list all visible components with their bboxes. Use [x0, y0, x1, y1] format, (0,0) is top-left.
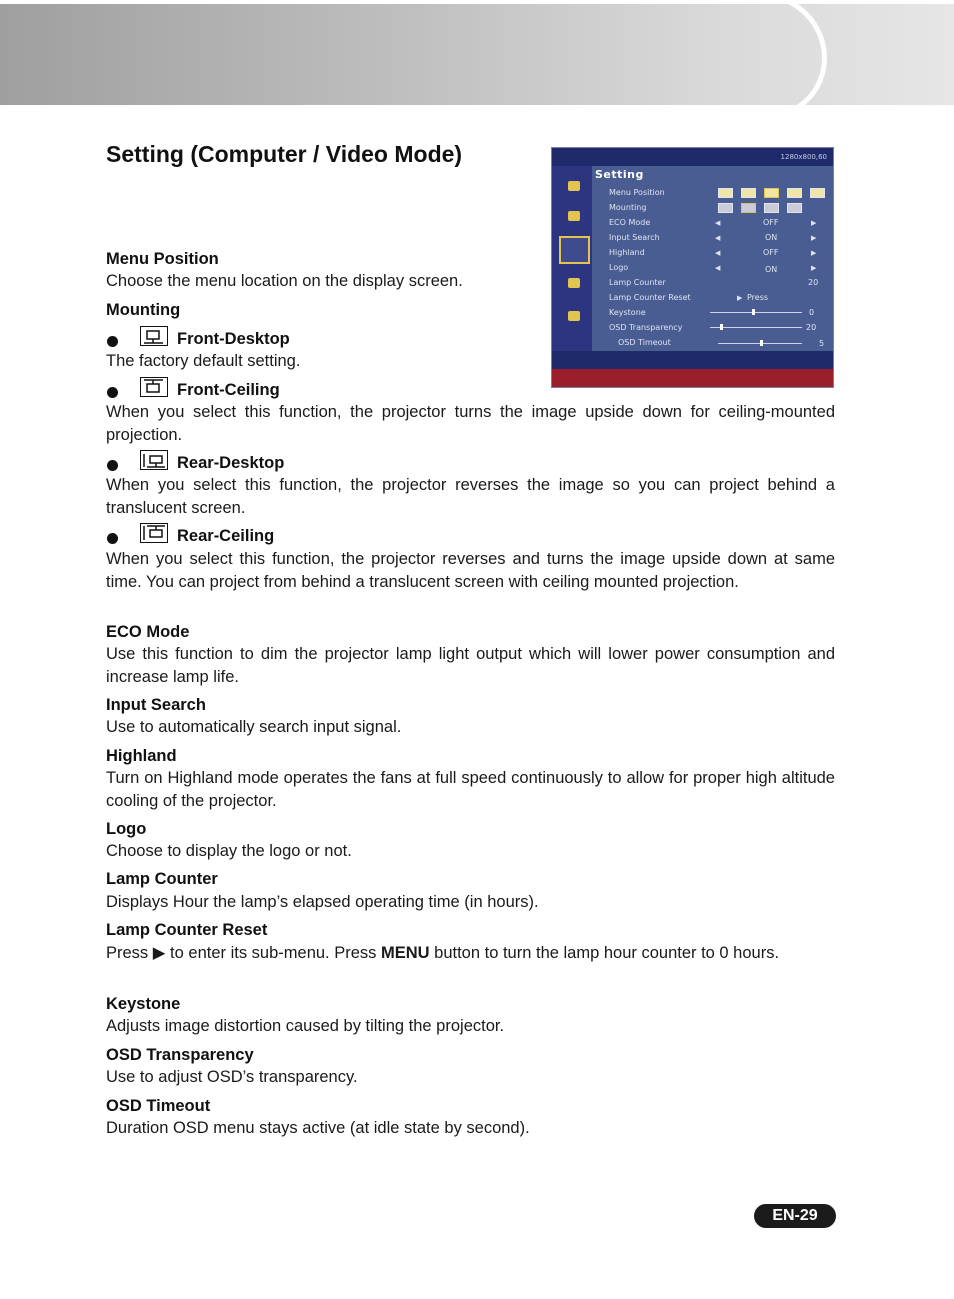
rear-ceiling-label: Rear-Ceiling	[177, 527, 275, 545]
osd-row-label: Highland	[609, 248, 645, 257]
left-arrow-icon: ◀	[715, 219, 721, 227]
lamp-counter-reset-text: Press ▶ to enter its sub-menu. Press MENU button to turn the lamp hour counter to 0 hours.	[106, 944, 780, 962]
logo-title: Logo	[106, 820, 147, 838]
menu-position-title: Menu Position	[106, 250, 219, 268]
menu-position-option	[787, 188, 802, 198]
bullet	[107, 336, 118, 347]
options-icon	[568, 311, 580, 321]
mounting-option	[741, 203, 756, 213]
mounting-option	[764, 203, 779, 213]
osd-timeout-title: OSD Timeout	[106, 1097, 211, 1115]
front-ceiling-label: Front-Ceiling	[177, 381, 280, 399]
right-arrow-icon: ▶	[811, 264, 817, 272]
rear-ceiling-icon	[140, 523, 168, 543]
keystone-slider	[710, 312, 802, 313]
lamp-counter-reset-title: Lamp Counter Reset	[106, 921, 268, 939]
osd-row-label: ECO Mode	[609, 218, 651, 227]
osd-row-label: Keystone	[609, 308, 646, 317]
bullet	[107, 387, 118, 398]
front-desktop-text: The factory default setting.	[106, 352, 301, 370]
rear-desktop-text: When you select this function, the projector reverses the image so you can project behind a translucent screen.	[106, 476, 835, 517]
highland-text: Turn on Highland mode operates the fans at full speed continuously to allow for proper high altitude cooling of the projector.	[106, 769, 835, 810]
left-arrow-icon: ◀	[715, 249, 721, 257]
audio-icon	[568, 278, 580, 288]
mounting-title: Mounting	[106, 301, 181, 319]
osd-row-value: OFF	[763, 218, 779, 227]
osd-row-label: Lamp Counter Reset	[609, 293, 691, 302]
osd-row-label: OSD Timeout	[618, 338, 671, 347]
menu-position-option	[741, 188, 756, 198]
lamp-counter-title: Lamp Counter	[106, 870, 218, 888]
osd-row-value: 5	[819, 339, 825, 348]
osd-timeout-text: Duration OSD menu stays active (at idle state by second).	[106, 1119, 530, 1137]
menu-position-option	[718, 188, 733, 198]
left-arrow-icon: ◀	[715, 234, 721, 242]
transparency-slider	[710, 327, 802, 328]
osd-row-label: Logo	[609, 263, 629, 272]
front-desktop-icon	[140, 326, 168, 346]
input-search-text: Use to automatically search input signal.	[106, 718, 402, 736]
menu-position-option	[764, 188, 779, 198]
front-ceiling-text: When you select this function, the projector turns the image upside down for ceiling-mounted projection.	[106, 403, 835, 444]
setting-icon-selected	[559, 236, 590, 264]
mounting-option	[718, 203, 733, 213]
osd-row-value: Press	[747, 293, 769, 302]
bullet	[107, 460, 118, 471]
osd-row-label: Mounting	[609, 203, 647, 212]
osd-heading: Setting	[595, 168, 644, 181]
menu-position-option	[810, 188, 825, 198]
menu-keyword: MENU	[380, 944, 430, 962]
right-arrow-icon: ▶	[811, 234, 817, 242]
osd-row-label: Menu Position	[609, 188, 665, 197]
eco-mode-title: ECO Mode	[106, 623, 190, 641]
right-arrow-icon: ▶	[737, 294, 743, 302]
osd-row-value: ON	[765, 233, 778, 242]
osd-row-label: OSD Transparency	[609, 323, 683, 332]
image-icon	[568, 211, 580, 221]
page-title: Setting (Computer / Video Mode)	[106, 141, 463, 167]
picture-icon	[568, 181, 580, 191]
osd-row-value: ON	[765, 265, 778, 274]
input-search-title: Input Search	[106, 696, 206, 714]
rear-ceiling-text: When you select this function, the projector reverses and turns the image upside down at same time. You can project from behind a translucent screen with ceiling mounted projection.	[106, 550, 835, 591]
osd-row-value: 0	[809, 308, 815, 317]
highland-title: Highland	[106, 747, 177, 765]
right-arrow-icon: ▶	[811, 219, 817, 227]
menu-position-text: Choose the menu location on the display screen.	[106, 272, 463, 290]
osd-row-value: 20	[808, 278, 819, 287]
rear-desktop-icon	[140, 450, 168, 470]
osd-row-value: 20	[806, 323, 817, 332]
right-arrow-icon: ▶	[811, 249, 817, 257]
left-arrow-icon: ◀	[715, 264, 721, 272]
front-ceiling-icon	[140, 377, 168, 397]
mounting-option	[787, 203, 802, 213]
front-desktop-label: Front-Desktop	[177, 330, 290, 348]
osd-row-value: OFF	[763, 248, 779, 257]
osd-row-label: Input Search	[609, 233, 660, 242]
rear-desktop-label: Rear-Desktop	[177, 454, 285, 472]
bullet	[107, 533, 118, 544]
osd-transparency-text: Use to adjust OSD’s transparency.	[106, 1068, 358, 1086]
logo-text: Choose to display the logo or not.	[106, 842, 352, 860]
play-arrow-icon: ▶	[152, 944, 166, 962]
eco-mode-text: Use this function to dim the projector lamp light output which will lower power consumption and increase lamp life.	[106, 645, 835, 686]
osd-row-label: Lamp Counter	[609, 278, 666, 287]
osd-resolution: 1280x800,60	[780, 153, 827, 161]
keystone-text: Adjusts image distortion caused by tilting the projector.	[106, 1017, 505, 1035]
osd-transparency-title: OSD Transparency	[106, 1046, 254, 1064]
keystone-title: Keystone	[106, 995, 181, 1013]
lamp-counter-text: Displays Hour the lamp’s elapsed operating time (in hours).	[106, 893, 539, 911]
page-number-badge: EN-29	[754, 1204, 836, 1228]
